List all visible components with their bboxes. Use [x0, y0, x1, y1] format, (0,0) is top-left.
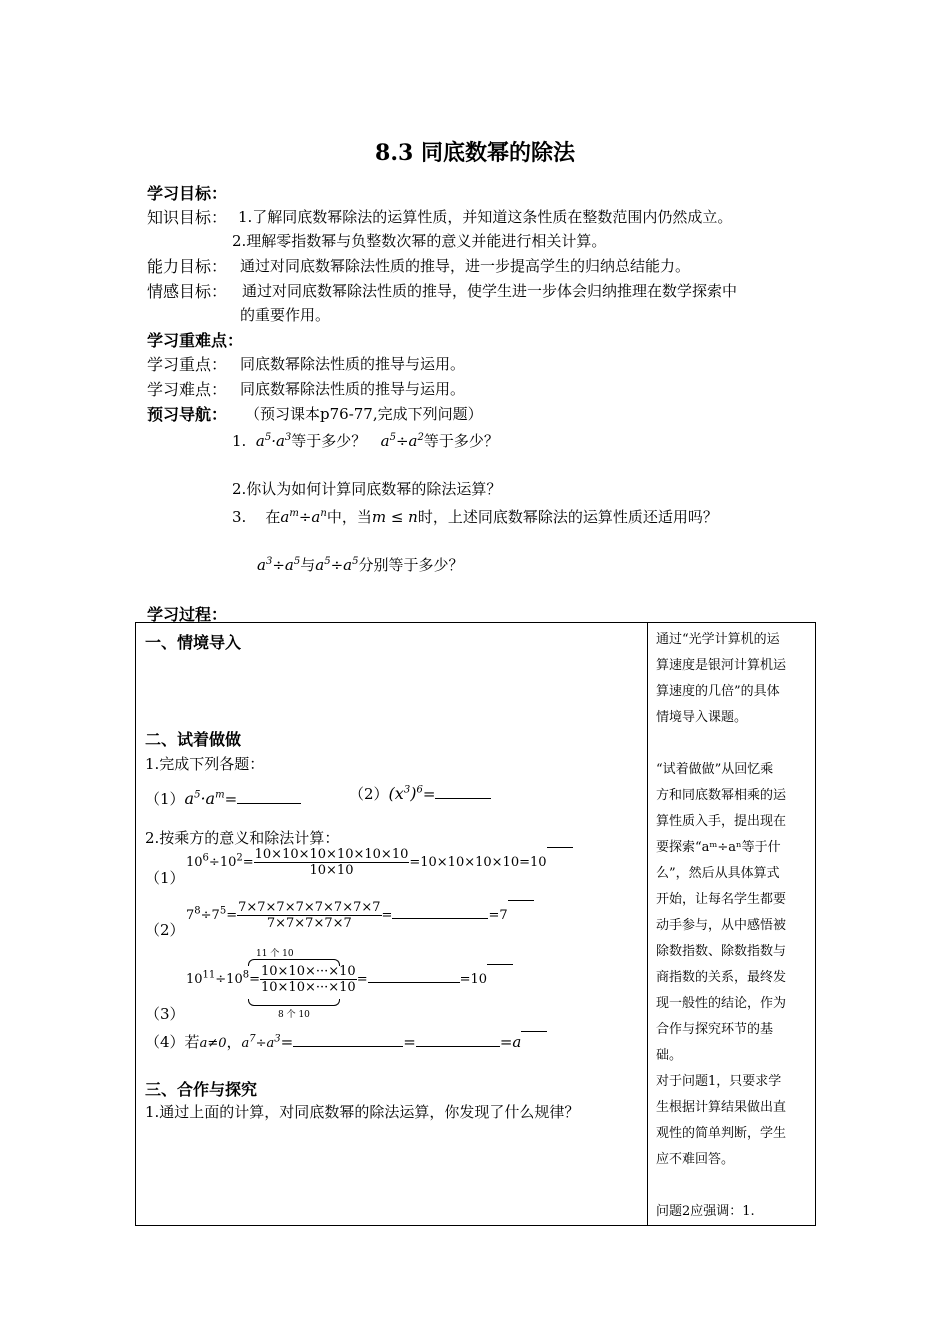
focus-text: 同底数幂除法性质的推导与运用。 — [240, 355, 466, 373]
bottom-brace — [248, 999, 340, 1006]
exercise-2-2-label: （2） — [145, 921, 185, 939]
section-2-q2: 2.按乘方的意义和除法计算： — [145, 829, 340, 847]
teacher-note-line: 观性的简单判断，学生 — [656, 1126, 787, 1141]
teacher-note-line: “试着做做”从回忆乘 — [656, 762, 774, 777]
section-2-heading: 二、试着做做 — [145, 730, 242, 749]
knowledge-goal-2: 2.理解零指数幂与负整数次幂的意义并能进行相关计算。 — [232, 232, 607, 250]
exercise-1-2: $(2)(x^3)^6=$ — [349, 783, 491, 804]
emotion-goal-1: 通过对同底数幂除法性质的推导，使学生进一步体会归纳推理在数学探索中 — [242, 282, 738, 300]
page-title: 8.3 同底数幂的除法 — [375, 140, 575, 166]
preview-question-3: 3. 在$a^m\div a^n$中，当m ≤ n时，上述同底数幂除法的运算性质还适用吗？ — [232, 508, 718, 526]
objectives-heading: 学习目标： — [147, 184, 228, 203]
teacher-note-line: 算速度的几倍”的具体 — [656, 684, 780, 699]
teacher-note-line: 算速度是银河计算机运 — [656, 658, 787, 673]
teacher-note-line: 生根据计算结果做出直 — [656, 1100, 787, 1115]
emotion-label: 情感目标： — [147, 282, 228, 301]
exercise-2-4: （4）若a≠0，$a^7\div a^3= = =a$ — [145, 1031, 547, 1052]
teacher-note-line: 现一般性的结论，作为 — [656, 996, 787, 1011]
teacher-note-line: 除数指数、除数指数与 — [656, 944, 787, 959]
teacher-note-line: 方和同底数幂相乘的运 — [656, 788, 787, 803]
teacher-notes — [648, 623, 814, 1225]
preview-question-3-cont: $a^3\div a^5$与$a^5\div a^5$分别等于多少？ — [257, 556, 464, 574]
preview-question-1: 1. $a^5\cdot a^3$等于多少？ $a^5\div a^2$等于多少？ — [232, 432, 499, 450]
section-1-heading: 一、情境导入 — [145, 633, 242, 652]
teacher-note-line: 础。 — [656, 1048, 683, 1063]
teacher-note-line: 要探索“aᵐ÷aⁿ等于什 — [656, 840, 781, 855]
exercise-2-3-bottom-label: 8 个 10 — [278, 1010, 310, 1020]
teacher-note-line: 合作与探究环节的基 — [656, 1022, 774, 1037]
teacher-note-line: 商指数的关系，最终发 — [656, 970, 787, 985]
knowledge-goal-1: 1.了解同底数幂除法的运算性质，并知道这条性质在整数范围内仍然成立。 — [238, 208, 733, 226]
ability-label: 能力目标： — [147, 257, 228, 276]
teacher-note-line: 开始，让每名学生都要 — [656, 892, 787, 907]
difficulty-label: 学习难点： — [147, 380, 228, 399]
process-main-cell — [136, 623, 648, 1226]
exercise-2-1-label: （1） — [145, 869, 185, 887]
difficulty-text: 同底数幂除法性质的推导与运用。 — [240, 380, 466, 398]
section-3-q1: 1.通过上面的计算，对同底数幂的除法运算，你发现了什么规律？ — [145, 1103, 580, 1121]
teacher-note-line — [656, 1173, 808, 1199]
exercise-1-1: $(1)a^5\cdot a^m=$ — [145, 788, 301, 809]
section-2-q1: 1.完成下列各题： — [145, 755, 265, 773]
exercise-2-3: $10^{11}\div 10^8=$ $\frac{10\times 10\times\cdot\cdot\cdot\times 10}{10\times 10\times\cdot\cdot\cdot\times 10}$ = =10 — [186, 964, 513, 995]
teacher-note-line: 对于问题1，只要求学 — [656, 1074, 782, 1089]
teacher-note-line: 算性质入手，提出现在 — [656, 814, 787, 829]
knowledge-label: 知识目标： — [147, 208, 228, 227]
exercise-2-1: $10^6\div 10^2=$ $\frac{10\times 10\times 10\times 10\times 10\times 10}{10\times 10}$ =10×10×10×10=10 — [186, 847, 573, 878]
preview-question-2: 2.你认为如何计算同底数幂的除法运算？ — [232, 480, 502, 498]
teacher-note-line: 动手参与，从中感悟被 — [656, 918, 787, 933]
preview-note: （预习课本p76-77,完成下列问题） — [245, 405, 483, 423]
key-points-heading: 学习重难点： — [147, 331, 244, 350]
learning-process-table — [135, 622, 816, 1226]
preview-heading: 预习导航： — [147, 405, 228, 424]
teacher-note-line: 应不难回答。 — [656, 1152, 735, 1167]
teacher-note-line: 通过“光学计算机的运 — [656, 632, 780, 647]
teacher-notes-cell — [648, 623, 816, 1226]
exercise-2-3-label: （3） — [145, 1005, 185, 1023]
emotion-goal-2: 的重要作用。 — [240, 306, 331, 324]
teacher-note-line: 情境导入课题。 — [656, 710, 748, 725]
teacher-note-line: 么”，然后从具体算式 — [656, 866, 780, 881]
ability-goal: 通过对同底数幂除法性质的推导，进一步提高学生的归纳总结能力。 — [240, 257, 691, 275]
process-heading: 学习过程： — [147, 605, 228, 624]
exercise-2-2: $7^8\div 7^5=$ $\frac{7\times 7\times 7\times 7\times 7\times 7\times 7\times 7}{7\times 7\times 7\times 7\times 7}$ = =7 — [186, 900, 534, 931]
teacher-note-line: 问题2应强调：1. — [656, 1204, 755, 1219]
exercise-2-3-top-label: 11 个 10 — [256, 949, 294, 959]
teacher-note-line — [656, 731, 808, 757]
section-3-heading: 三、合作与探究 — [145, 1080, 258, 1099]
focus-label: 学习重点： — [147, 355, 228, 374]
